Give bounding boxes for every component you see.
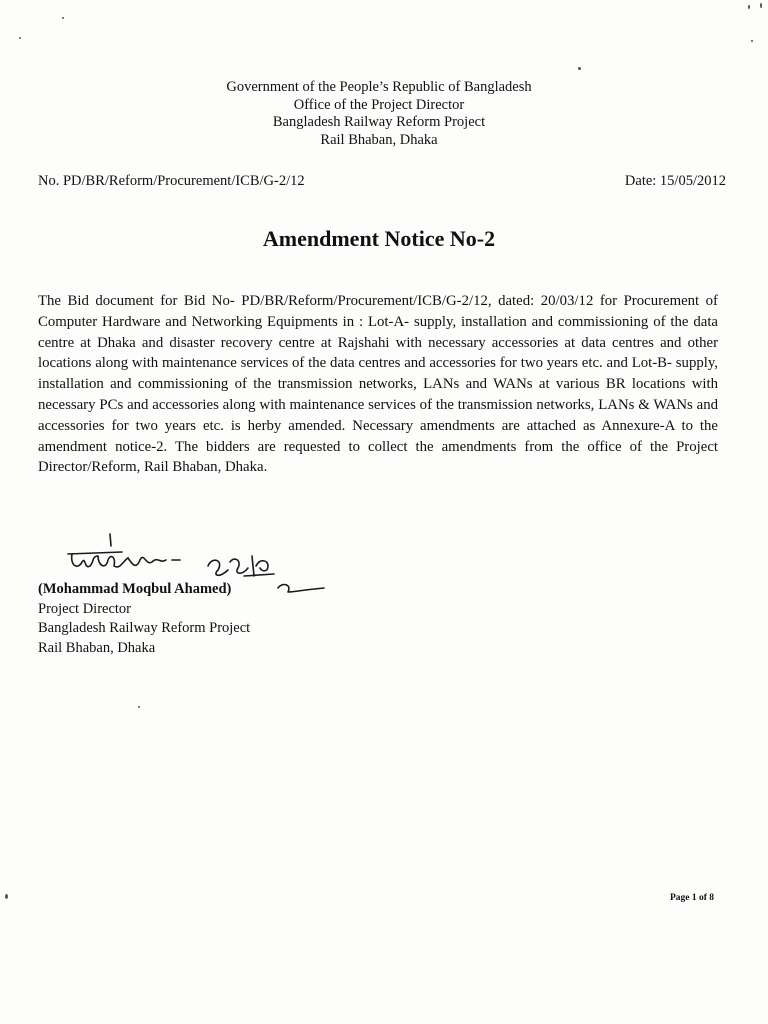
signatory-name: (Mohammad Moqbul Ahamed) [38, 581, 232, 597]
notice-date: Date: 15/05/2012 [624, 173, 726, 189]
scan-speck [19, 37, 21, 39]
signatory-organization: Bangladesh Railway Reform Project [38, 620, 251, 636]
scan-speck [760, 3, 762, 8]
reference-line [38, 173, 726, 190]
notice-body: The Bid document for Bid No- PD/BR/Reform/Procurement/ICB/G-2/12, dated: 20/03/12 for Procurement of Computer Hardware and Networking Equipments in : Lot-A- supply, installation and commissioning of the data centre at Dhaka and disaster recovery centre at Rajshahi with necessary accessories at data centres and other locations along with maintenance services of the data centres and accessories for two years etc. and Lot-B- supply, installation and commissioning of the transmission networks, LANs and WANs at various BR locations with necessary PCs and accessories along with maintenance services of the transmission networks, LANs & WANs and accessories for two years etc. is herby amended. Necessary amendments are attached as Annexure-A to the amendment notice-2. The bidders are requested to collect the amendments from the office of the Project Director/Reform, Rail Bhaban, Dhaka. [38, 293, 718, 476]
page-number: Page 1 of 8 [670, 893, 715, 903]
letterhead-government: Government of the People’s Republic of Bangladesh [226, 79, 532, 95]
scan-speck [751, 40, 753, 42]
scan-speck [578, 67, 581, 70]
letterhead-address: Rail Bhaban, Dhaka [320, 131, 438, 148]
scan-speck [748, 5, 750, 9]
scan-speck [138, 706, 140, 708]
signature-block [38, 580, 250, 658]
notice-title: Amendment Notice No-2 [262, 226, 496, 251]
scan-speck [62, 17, 64, 19]
signatory-address: Rail Bhaban, Dhaka [38, 639, 156, 656]
reference-number: No. PD/BR/Reform/Procurement/ICB/G-2/12 [38, 173, 305, 189]
letterhead-office: Office of the Project Director [293, 96, 465, 113]
signatory-designation: Project Director [38, 600, 132, 617]
letterhead-project: Bangladesh Railway Reform Project [272, 114, 486, 130]
scan-speck [5, 894, 8, 899]
letterhead [0, 79, 758, 149]
